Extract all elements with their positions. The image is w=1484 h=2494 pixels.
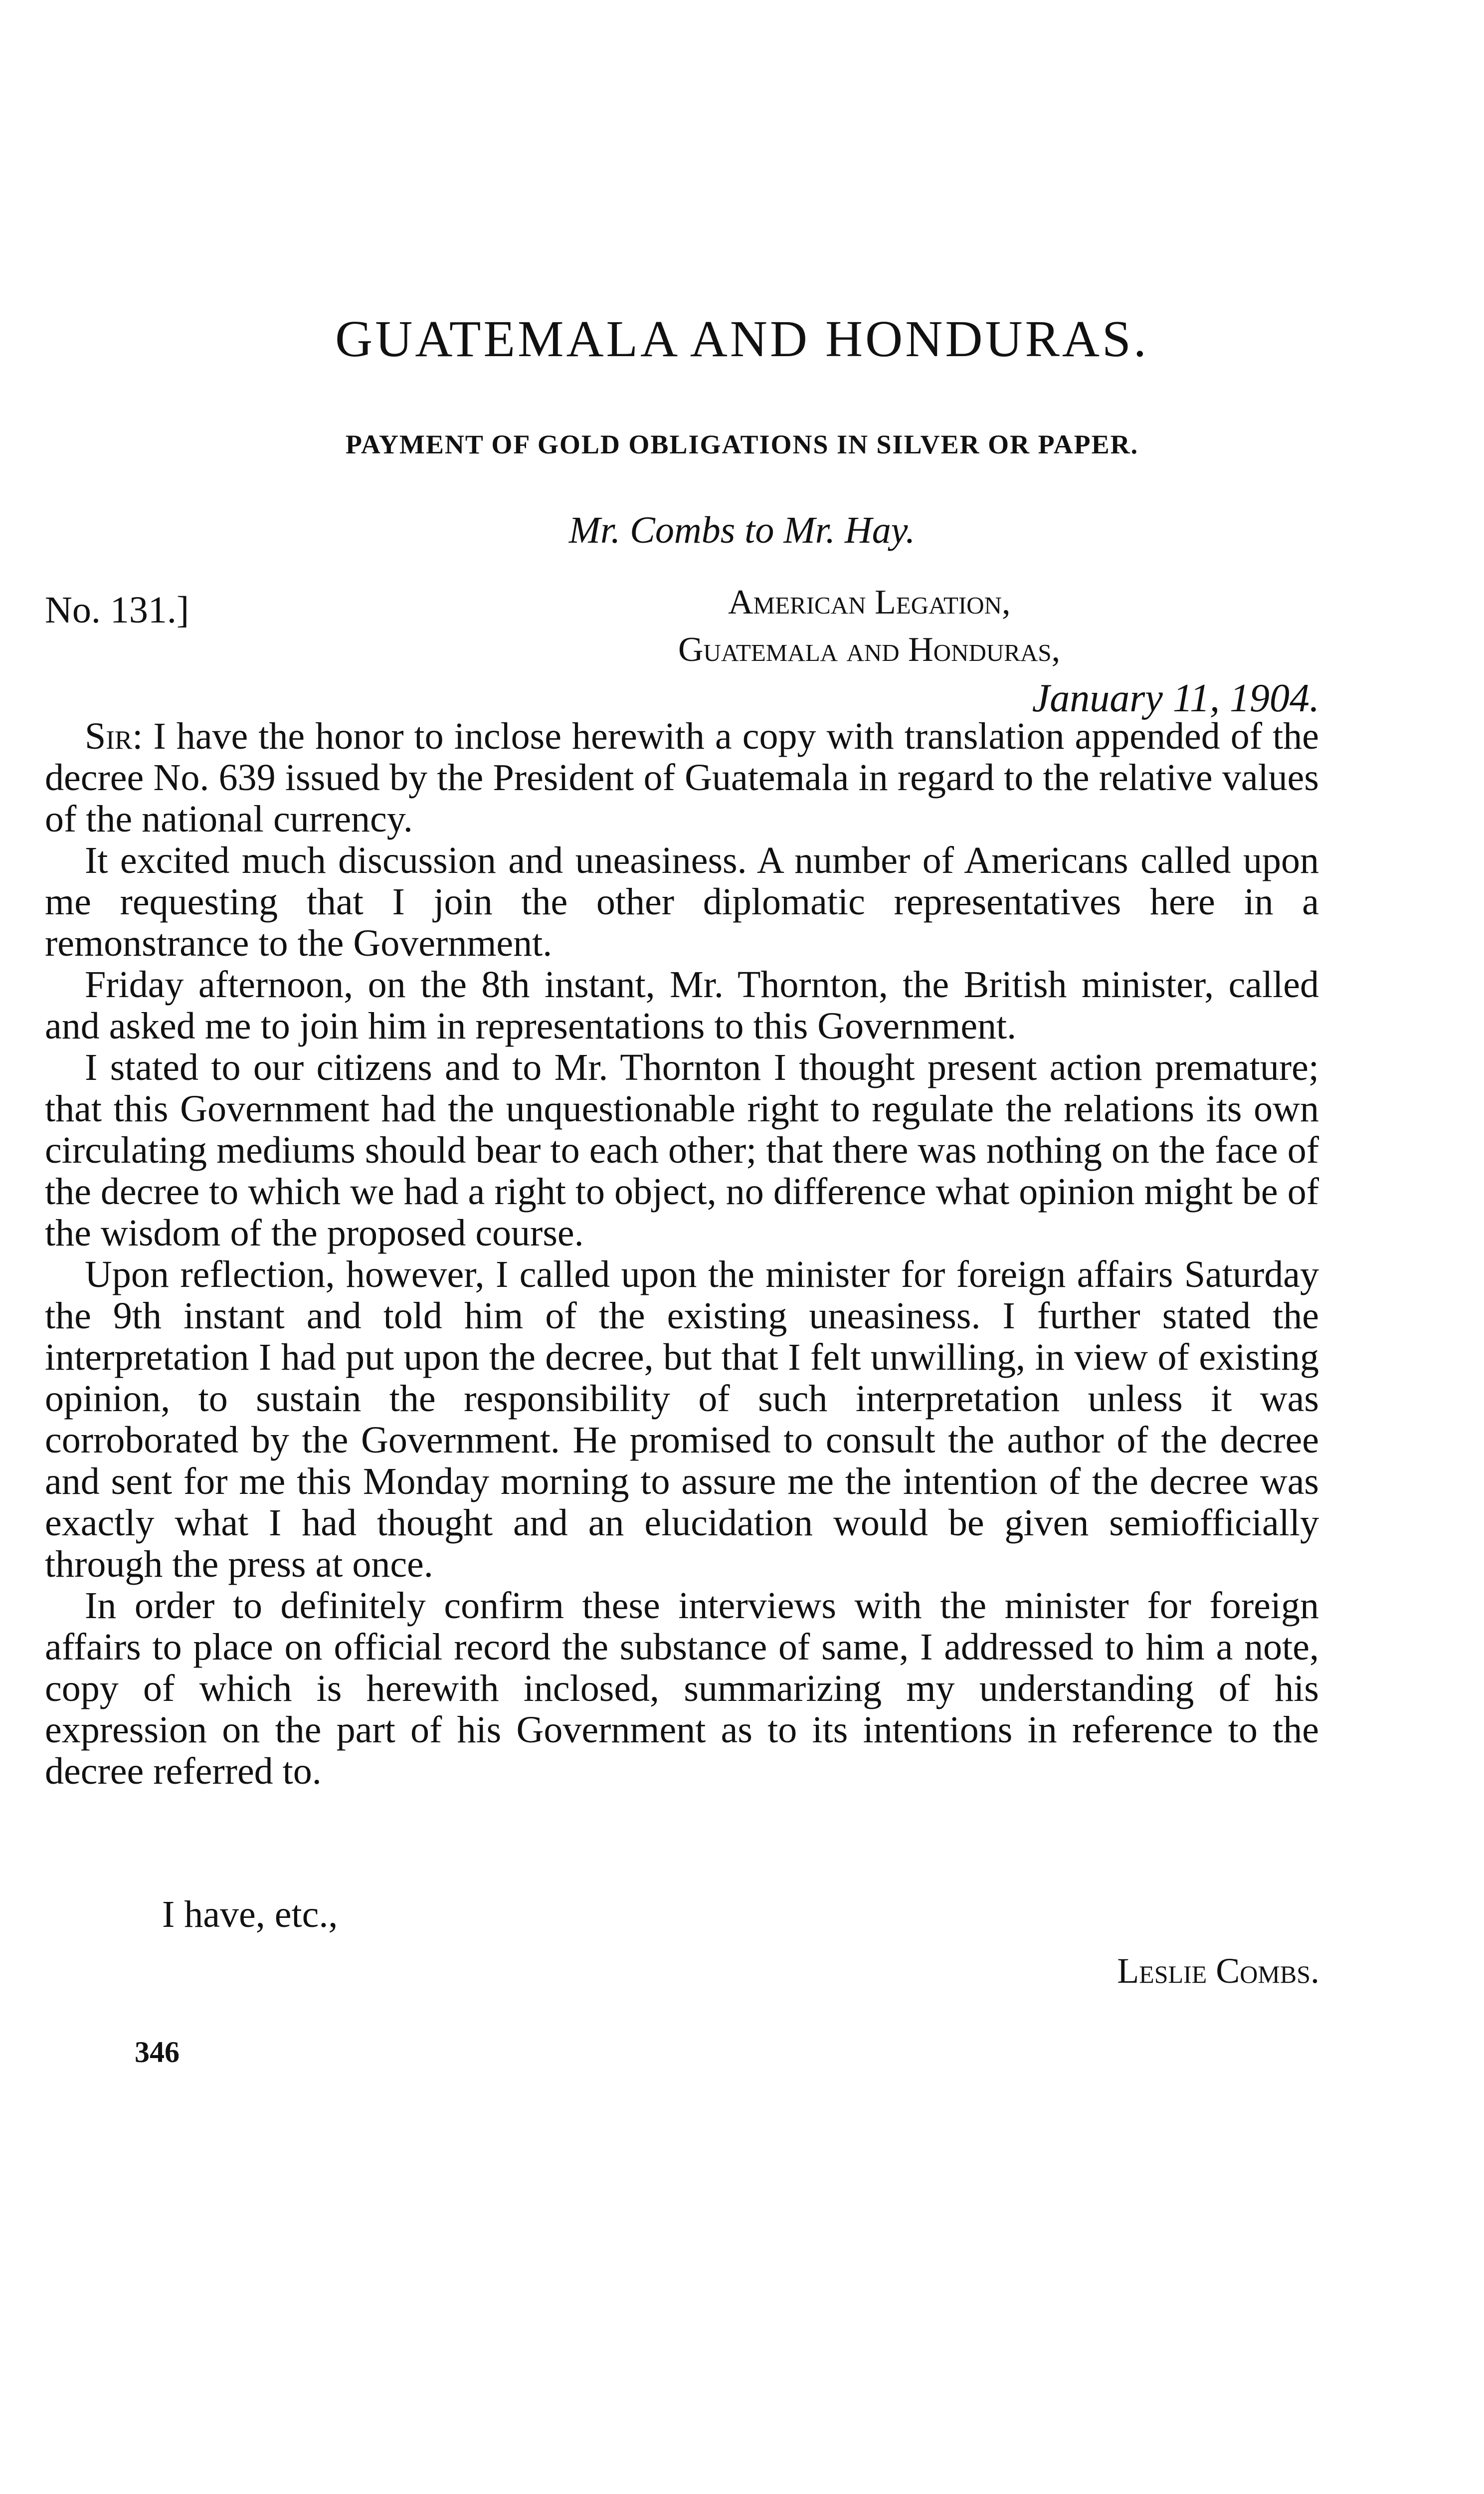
- closing: I have, etc.,: [162, 1893, 338, 1935]
- letter-body: [45, 716, 1319, 1792]
- signature: Leslie Combs.: [1117, 1951, 1319, 1991]
- paragraph-2: It excited much discussion and uneasiness. A number of Americans called upon me requesting that I join the other diplomatic representatives here in a remonstrance to the Government.: [45, 839, 1319, 964]
- paragraph-1-text: I have the honor to inclose herewith a copy with translation appended of the decree No. 639 issued by the President of Guatemala in regard to the relative values of the national currency.: [45, 715, 1319, 840]
- paragraph-4: I stated to our citizens and to Mr. Thornton I thought present action premature; that this Government had the unquestionable right to regulate the relations its own circulating mediums should bear to each other; that there was nothing on the face of the decree to which we had a right to object, no difference what opinion might be of the wisdom of the proposed course.: [45, 1046, 1319, 1254]
- paragraph-6: In order to definitely confirm these interviews with the minister for foreign affairs to place on official record the substance of same, I addressed to him a note, copy of which is herewith inclosed, summarizing my understanding of his expression on the part of his Government as to its intentions in reference to the decree referred to.: [45, 1585, 1319, 1792]
- salutation: Sir:: [85, 715, 143, 757]
- document-number: No. 131.]: [45, 589, 189, 631]
- paragraph-5: Upon reflection, however, I called upon the minister for foreign affairs Saturday the 9th instant and told him of the existing uneasiness. I further stated the interpretation I had put upon the decree, but that I felt unwilling, in view of existing opinion, to sustain the responsibility of such interpretation unless it was corroborated by the Government. He promised to consult the author of the decree and sent for me this Monday morning to assure me the intention of the decree was exactly what I had thought and an elucidation would be given semiofficially through the press at once.: [45, 1253, 1319, 1585]
- sender-line-2: Guatemala and Honduras,: [678, 630, 1061, 669]
- sender-address: [678, 579, 1060, 673]
- letter-date: January 11, 1904.: [1032, 676, 1319, 720]
- paragraph-3: Friday afternoon, on the 8th instant, Mr. Thornton, the British minister, called and asked me to join him in representations to this Government.: [45, 964, 1319, 1047]
- sender-line-1: American Legation,: [728, 583, 1011, 622]
- section-subtitle: PAYMENT OF GOLD OBLIGATIONS IN SILVER OR PAPER.: [345, 429, 1139, 459]
- paragraph-1: [45, 716, 1319, 840]
- page-title: GUATEMALA AND HONDURAS.: [335, 310, 1149, 368]
- page-number: 346: [135, 2036, 180, 2069]
- correspondence-heading: Mr. Combs to Mr. Hay.: [568, 509, 916, 551]
